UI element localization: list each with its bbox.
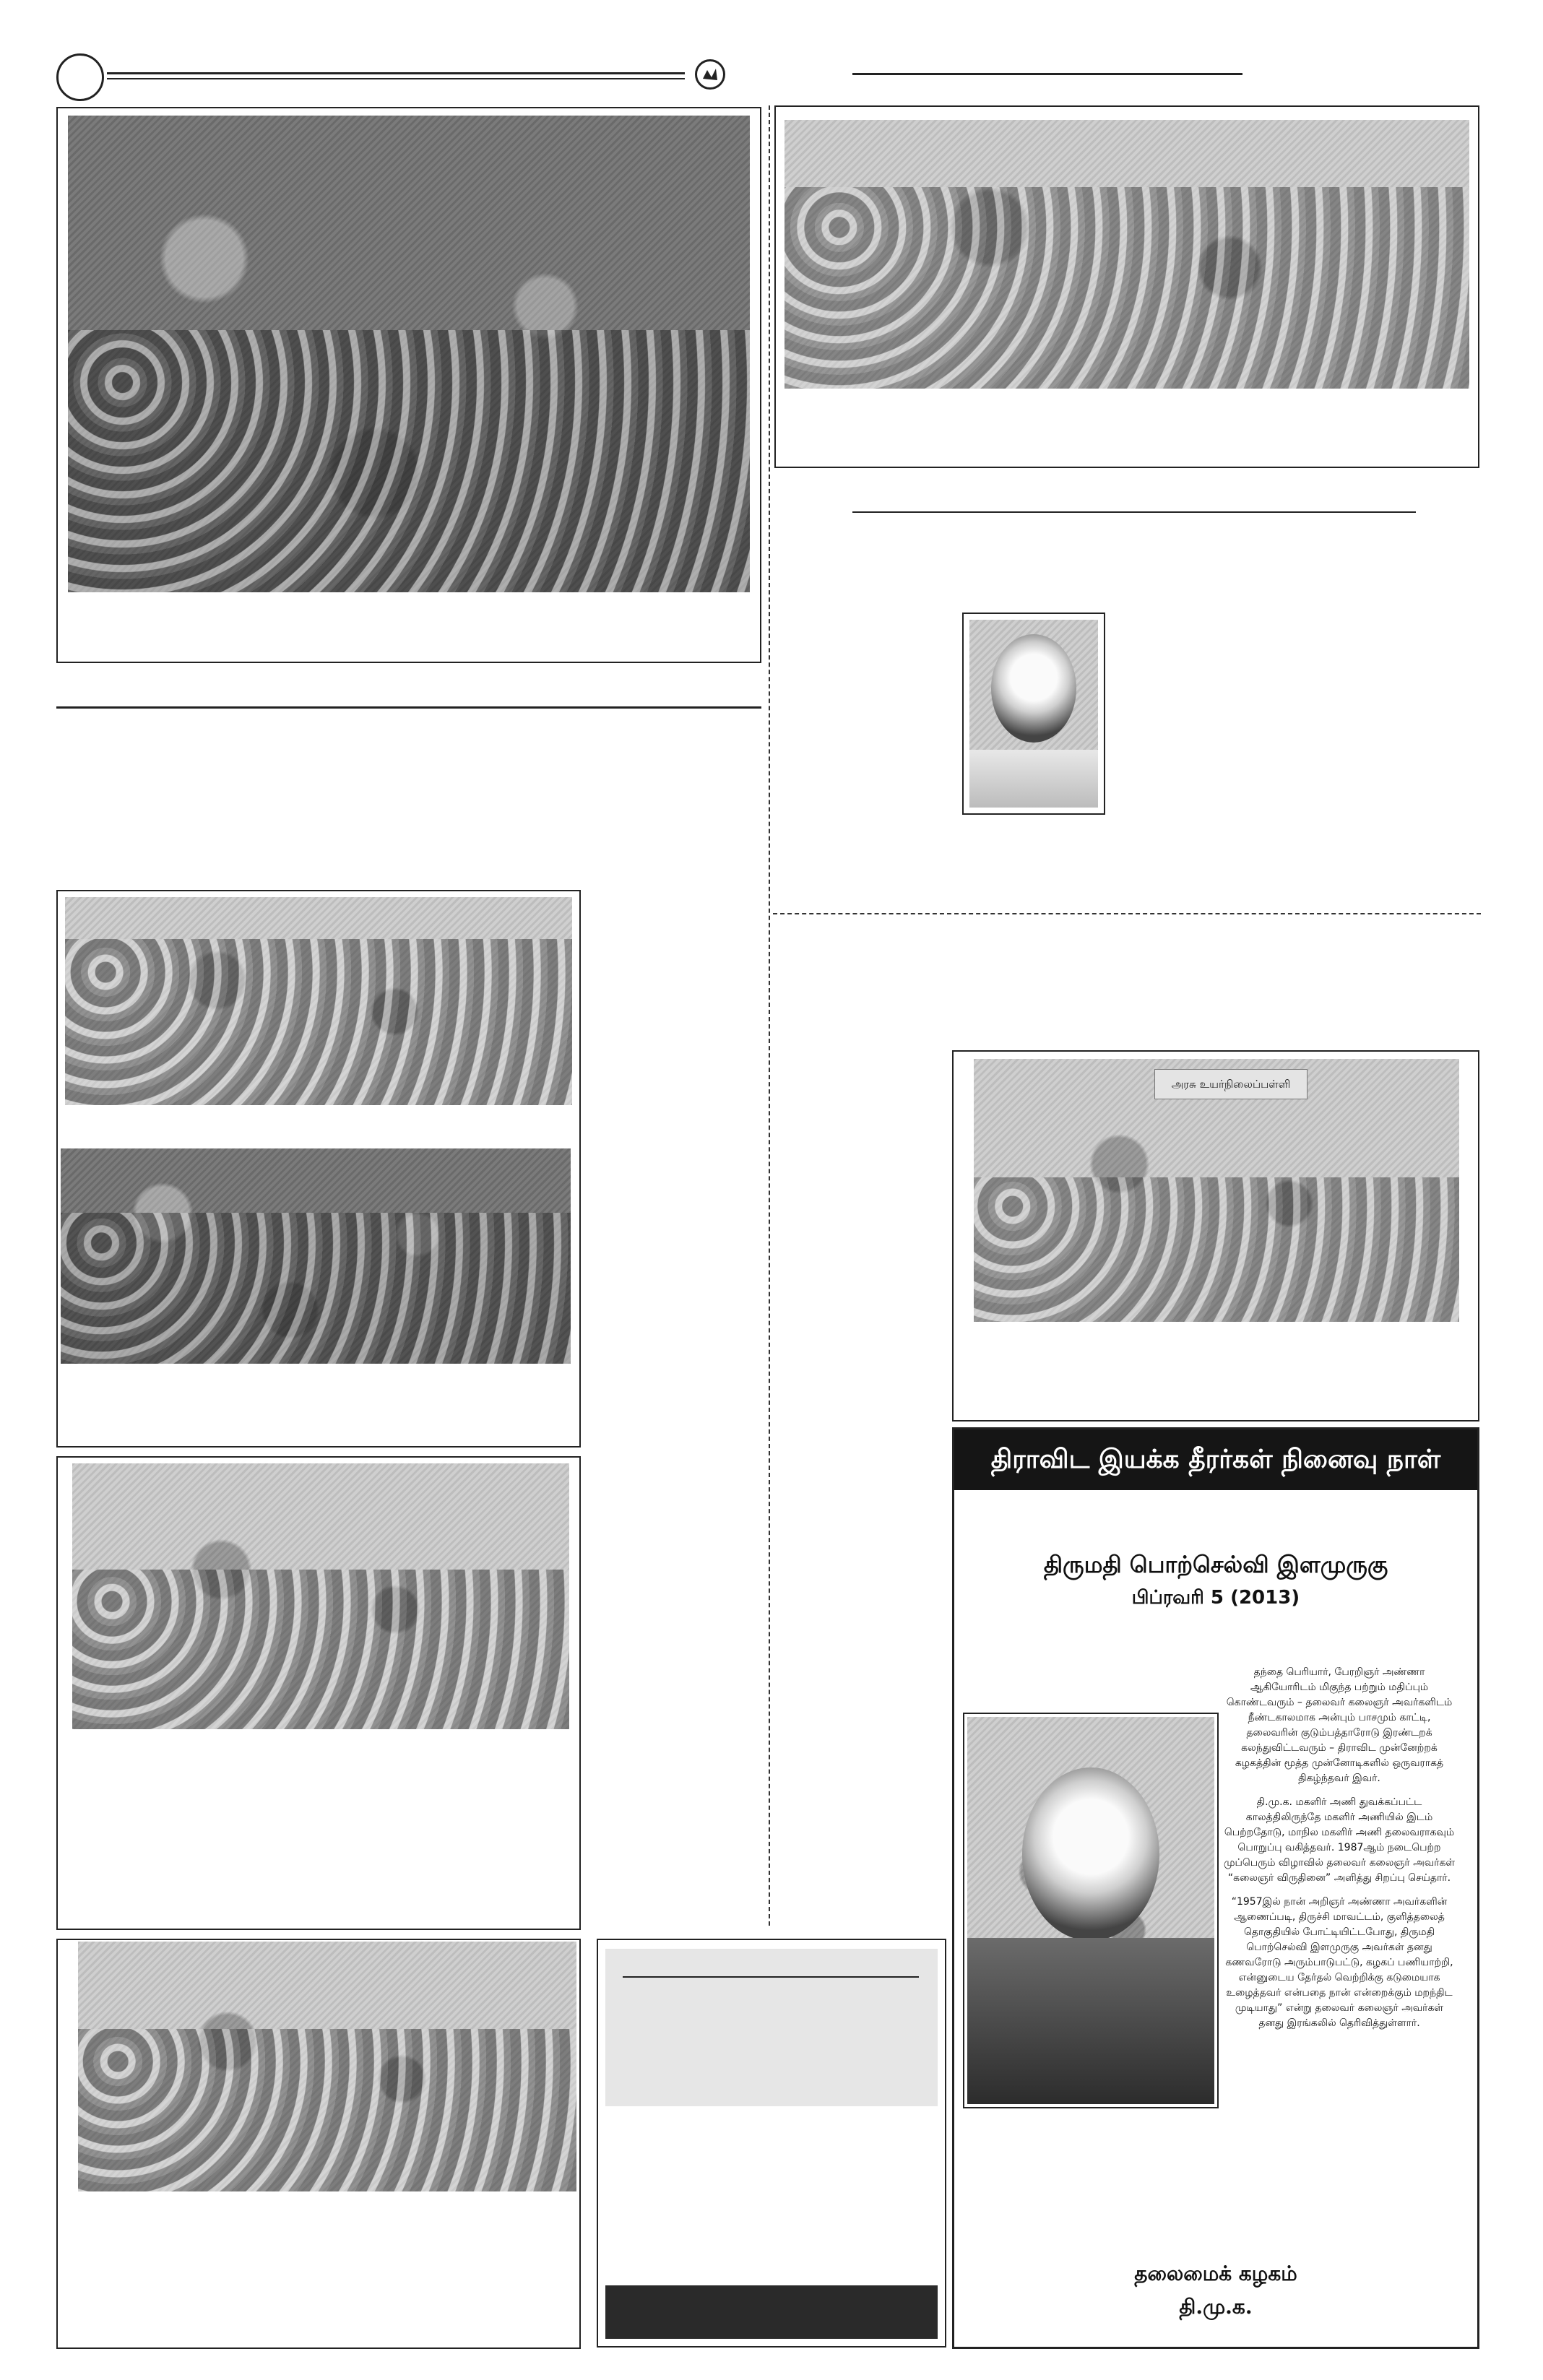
boxed-column-footer [605, 2285, 938, 2339]
group-photo-top [65, 897, 572, 1105]
party-logo-icon [695, 59, 725, 90]
section-rule-left [56, 706, 761, 709]
masthead-rule-right [852, 73, 1242, 75]
photo-frame-rally [56, 1456, 581, 1930]
obituary-name: திருமதி பொற்செல்வி இளமுருகு [1043, 1551, 1388, 1578]
obituary-banner: திராவிட இயக்க தீரர்கள் நினைவு நாள் [954, 1429, 1477, 1490]
page-number-circle [56, 53, 104, 101]
portrait-frame [962, 613, 1105, 815]
boxed-column [597, 1939, 946, 2347]
obituary-paragraph-1: தந்தை பெரியார், பேரறிஞர் அண்ணா ஆகியோரிடம் மிகுந்த பற்றும் மதிப்பும் கொண்டவரும் – தலைவர் கலைஞர் அவர்களிடம் நீண்டகாலமாக அன்பும் பாசமும் காட்டி, தலைவரின் குடும்பத்தாரோடு இரண்டறக் கலந்துவிட்டவரும் – திராவிட முன்னேற்றக் கழகத்தின் மூத்த முன்னோடிகளில் ஒருவராகத் திகழ்ந்தவர் இவர். [1226, 1666, 1453, 1784]
obituary-box [952, 1427, 1479, 2349]
boxed-column-shade [605, 1949, 938, 2106]
obituary-paragraph-2: தி.மு.க. மகளிர் அணி துவக்கப்பட்ட காலத்திலிருந்தே மகளிர் அணியில் இடம் பெற்றதோடு, மாநில மகளிர் அணி தலைவராகவும் பொறுப்பு வகித்தவர். 1987ஆம் நடைபெற்ற முப்பெரும் விழாவில் தலைவர் கலைஞர் அவர்கள் “கலைஞர் விருதினை” அளித்து சிறப்பு செய்தார். [1223, 1796, 1456, 1884]
boxed-column-rule [623, 1976, 919, 1978]
obituary-footer-2: தி.மு.க. [1179, 2295, 1253, 2319]
obituary-footer-1: தலைமைக் கழகம் [1134, 2262, 1297, 2285]
photo-frame-crowd [56, 107, 761, 663]
photo-frame-wedding [56, 890, 581, 1448]
photo-frame-school [952, 1050, 1479, 1421]
photo-frame-statue [56, 1939, 581, 2349]
obituary-paragraph-3: “1957இல் நான் அறிஞர் அண்ணா அவர்களின் ஆணைப்படி, திருச்சி மாவட்டம், குளித்தலைத் தொகுதியில் போட்டியிட்டபோது, திருமதி பொற்செல்வி இளமுருகு அவர்கள் தனது கணவரோடு அரும்பாடுபட்டு, கழகப் பணியாற்றி, என்னுடைய தேர்தல் வெற்றிக்கு கடுமையாக உழைத்தவர் என்பதை நான் என்றைக்கும் மறந்திட முடியாது” என்று தலைவர் கலைஞர் அவர்கள் தனது இரங்கலில் தெரிவித்துள்ளார். [1225, 1896, 1453, 2029]
school-event-photo [974, 1059, 1459, 1322]
photo-frame-stage [774, 105, 1479, 468]
column-divider [769, 105, 770, 1926]
obituary-portrait-photo [967, 1717, 1214, 2104]
group-photo-bottom [61, 1148, 571, 1364]
obituary-text [1222, 1665, 1457, 2040]
section-rule-right [852, 511, 1416, 513]
stage-ceremony-photo [785, 120, 1469, 389]
crowd-photo [68, 116, 750, 592]
masthead-rule-left [107, 72, 685, 74]
school-sign: அரசு உயர்நிலைப்பள்ளி [1154, 1069, 1308, 1099]
obituary-date: பிப்ரவரி 5 (2013) [1131, 1587, 1300, 1609]
statue-tribute-photo [78, 1942, 576, 2191]
obituary-portrait-frame [963, 1713, 1219, 2108]
rally-photo [72, 1463, 569, 1729]
section-divider-right [773, 913, 1481, 914]
portrait-photo [969, 620, 1098, 808]
masthead-rule-left-2 [107, 78, 685, 79]
